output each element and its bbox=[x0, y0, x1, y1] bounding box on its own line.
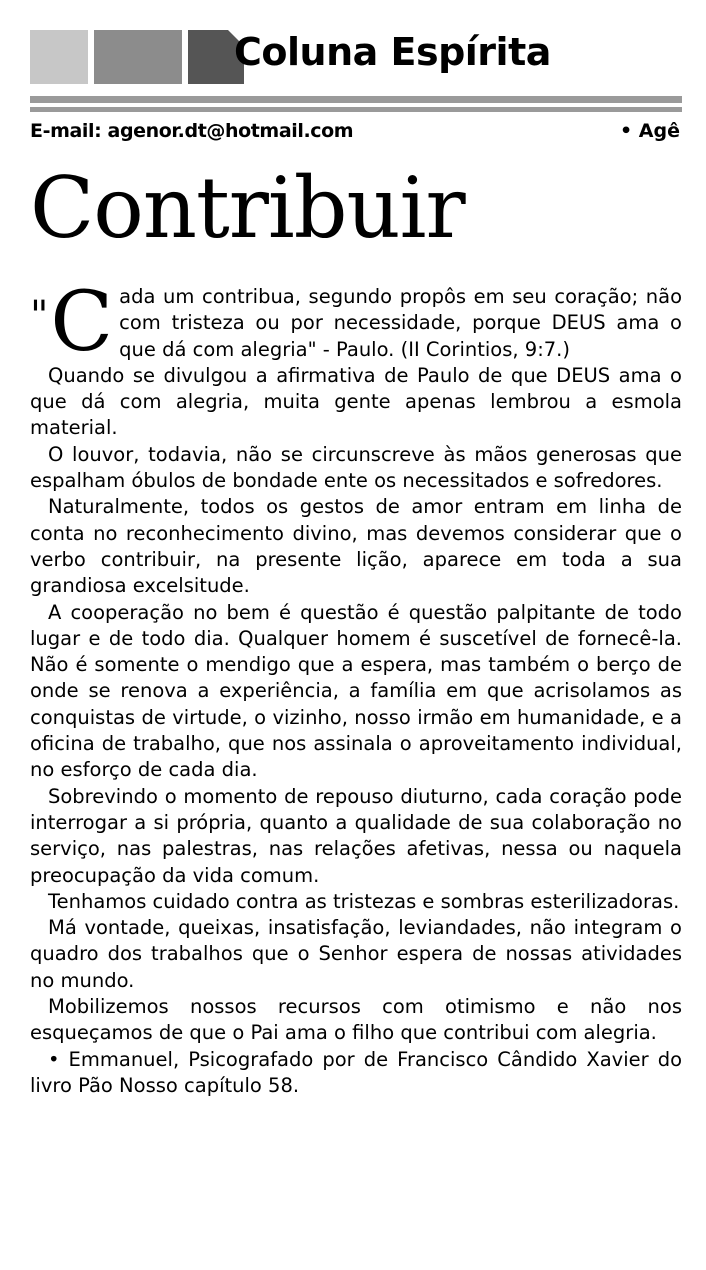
paragraph: Sobrevindo o momento de repouso diuturno, cada coração pode interrogar a si própria, quanto a qualidade de sua colaboração no serviço, nas palestras, nas relações afetivas, nessa ou naquela preocupação da vida comum. bbox=[30, 784, 682, 887]
quote-mark: " bbox=[30, 293, 49, 339]
paragraph: A cooperação no bem é questão é questão palpitante de todo lugar e de todo dia. Qualquer homem é suscetível de fornecê-la. Não é somente o mendigo que a espera, mas também o berço de onde se renova a experiência, a família em que acrisolamos as conquistas de virtude, o vizinho, nosso irmão em humanidade, e a oficina de trabalho, que nos assinala o aproveitamento individual, no esforço de cada dia. bbox=[30, 600, 682, 782]
quote-text: ada um contribua, segundo propôs em seu coração; não com tristeza ou por necessidade, porque DEUS ama o que dá com alegria" - Paulo. (II Corintios, 9:7.) bbox=[119, 285, 682, 361]
header-rule-thin bbox=[30, 107, 682, 112]
opening-quote bbox=[30, 275, 682, 370]
contact-email: E-mail: agenor.dt@hotmail.com bbox=[30, 120, 354, 142]
drop-cap-letter: C bbox=[50, 275, 114, 370]
author-byline: • Agê bbox=[620, 120, 680, 142]
header-rule-thick bbox=[30, 96, 682, 103]
paragraph: Má vontade, queixas, insatisfação, leviandades, não integram o quadro dos trabalhos que o Senhor espera de nossas atividades no mundo. bbox=[30, 916, 682, 992]
paragraph: Quando se divulgou a afirmativa de Paulo de que DEUS ama o que dá com alegria, muita gente apenas lembrou a esmola material. bbox=[30, 363, 682, 440]
article-title: Contribuir bbox=[30, 159, 465, 257]
column-title: Coluna Espírita bbox=[234, 30, 551, 74]
signature: • Emmanuel, Psicografado por de Francisco Cândido Xavier do livro Pão Nosso capítulo 58. bbox=[30, 1047, 682, 1097]
paragraph: Naturalmente, todos os gestos de amor entram em linha de conta no reconhecimento divino, mas devemos considerar que o verbo contribuir, na presente lição, aparece em toda a sua grandiosa excelsitude. bbox=[30, 495, 682, 598]
column-header bbox=[30, 30, 682, 86]
paragraph: Tenhamos cuidado contra as tristezas e sombras esterilizadoras. bbox=[48, 889, 680, 913]
header-gray-block-light bbox=[30, 30, 88, 84]
article-body bbox=[30, 275, 682, 1099]
drop-cap bbox=[30, 275, 114, 370]
paragraph: O louvor, todavia, não se circunscreve às mãos generosas que espalham óbulos de bondade ente os necessitados e sofredores. bbox=[30, 442, 682, 493]
paragraph: Mobilizemos nossos recursos com otimismo e não nos esqueçamos de que o Pai ama o filho que contribui com alegria. bbox=[30, 995, 682, 1045]
header-gray-block-medium bbox=[94, 30, 182, 84]
